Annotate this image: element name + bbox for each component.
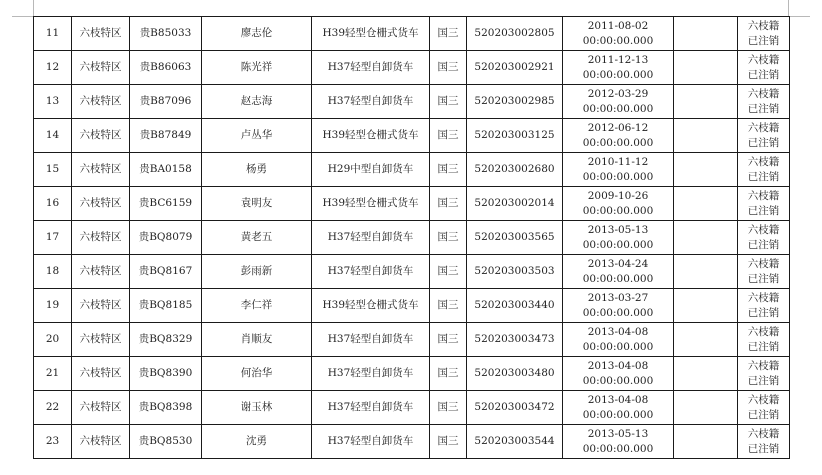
table-row (34, 425, 790, 459)
cell-remark (674, 51, 738, 85)
registration-date: 2012-03-29 (587, 87, 649, 100)
cell-no: 14 (34, 119, 72, 153)
table-row (34, 289, 790, 323)
cell-owner: 黄老五 (202, 221, 312, 255)
cell-emission-standard: 国三 (430, 17, 467, 51)
registration-date: 2013-05-13 (587, 223, 649, 236)
cell-vin: 520203003440 (467, 289, 563, 323)
cell-district: 六枝特区 (72, 221, 130, 255)
registration-date: 2011-12-13 (587, 53, 649, 66)
status-origin: 六枝籍 (747, 87, 780, 100)
table-row (34, 187, 790, 221)
status-origin: 六枝籍 (747, 19, 780, 32)
table-row (34, 357, 790, 391)
cell-registration-time (563, 357, 674, 391)
cell-emission-standard: 国三 (430, 289, 467, 323)
cell-no: 22 (34, 391, 72, 425)
cell-status (738, 17, 790, 51)
status-state: 已注销 (747, 340, 780, 353)
cell-status (738, 51, 790, 85)
status-state: 已注销 (747, 272, 780, 285)
cell-district: 六枝特区 (72, 119, 130, 153)
cell-no: 17 (34, 221, 72, 255)
cell-owner: 陈光祥 (202, 51, 312, 85)
cell-registration-time (563, 289, 674, 323)
cell-status (738, 357, 790, 391)
cell-registration-time (563, 17, 674, 51)
status-origin: 六枝籍 (747, 53, 780, 66)
cell-owner: 廖志伦 (202, 17, 312, 51)
cell-owner: 肖顺友 (202, 323, 312, 357)
cell-plate: 贵B85033 (130, 17, 202, 51)
cell-registration-time (563, 221, 674, 255)
table-row (34, 255, 790, 289)
cell-status (738, 153, 790, 187)
registration-clock: 00:00:00.000 (582, 238, 654, 251)
table-row (34, 391, 790, 425)
registration-clock: 00:00:00.000 (582, 136, 654, 149)
registration-clock: 00:00:00.000 (582, 442, 654, 455)
crop-mark-top-left (12, 0, 34, 17)
cell-remark (674, 119, 738, 153)
cell-district: 六枝特区 (72, 255, 130, 289)
cell-registration-time (563, 425, 674, 459)
cell-status (738, 255, 790, 289)
cell-no: 15 (34, 153, 72, 187)
cell-no: 21 (34, 357, 72, 391)
cell-model: H39轻型仓栅式货车 (312, 17, 430, 51)
cell-plate: 贵BA0158 (130, 153, 202, 187)
cell-emission-standard: 国三 (430, 425, 467, 459)
cell-status (738, 289, 790, 323)
status-state: 已注销 (747, 170, 780, 183)
registration-clock: 00:00:00.000 (582, 272, 654, 285)
registration-date: 2011-08-02 (587, 19, 649, 32)
cell-plate: 贵B87096 (130, 85, 202, 119)
cell-model: H37轻型自卸货车 (312, 391, 430, 425)
cell-district: 六枝特区 (72, 85, 130, 119)
status-origin: 六枝籍 (747, 393, 780, 406)
cell-emission-standard: 国三 (430, 187, 467, 221)
cell-vin: 520203002805 (467, 17, 563, 51)
cell-status (738, 391, 790, 425)
cell-district: 六枝特区 (72, 289, 130, 323)
cell-model: H39轻型仓栅式货车 (312, 119, 430, 153)
status-state: 已注销 (747, 374, 780, 387)
status-origin: 六枝籍 (747, 121, 780, 134)
cell-remark (674, 289, 738, 323)
cell-plate: 贵BQ8185 (130, 289, 202, 323)
cell-emission-standard: 国三 (430, 85, 467, 119)
registration-clock: 00:00:00.000 (582, 170, 654, 183)
registration-date: 2010-11-12 (587, 155, 649, 168)
cell-district: 六枝特区 (72, 187, 130, 221)
cell-owner: 卢丛华 (202, 119, 312, 153)
cell-remark (674, 357, 738, 391)
cell-no: 19 (34, 289, 72, 323)
cell-model: H37轻型自卸货车 (312, 357, 430, 391)
cell-owner: 沈勇 (202, 425, 312, 459)
cell-model: H37轻型自卸货车 (312, 255, 430, 289)
registration-clock: 00:00:00.000 (582, 374, 654, 387)
cell-no: 12 (34, 51, 72, 85)
cell-vin: 520203003565 (467, 221, 563, 255)
table-row (34, 221, 790, 255)
cell-remark (674, 255, 738, 289)
cell-vin: 520203002680 (467, 153, 563, 187)
vehicle-records-table (33, 16, 790, 459)
cell-plate: 贵BC6159 (130, 187, 202, 221)
registration-date: 2009-10-26 (587, 189, 649, 202)
cell-emission-standard: 国三 (430, 391, 467, 425)
status-origin: 六枝籍 (747, 427, 780, 440)
status-state: 已注销 (747, 34, 780, 47)
status-origin: 六枝籍 (747, 155, 780, 168)
cell-vin: 520203003544 (467, 425, 563, 459)
cell-owner: 李仁祥 (202, 289, 312, 323)
cell-emission-standard: 国三 (430, 357, 467, 391)
cell-registration-time (563, 323, 674, 357)
registration-clock: 00:00:00.000 (582, 306, 654, 319)
cell-remark (674, 323, 738, 357)
cell-model: H29中型自卸货车 (312, 153, 430, 187)
cell-status (738, 187, 790, 221)
cell-owner: 彭雨新 (202, 255, 312, 289)
cell-remark (674, 85, 738, 119)
cell-status (738, 221, 790, 255)
cell-vin: 520203003503 (467, 255, 563, 289)
cell-no: 16 (34, 187, 72, 221)
cell-registration-time (563, 255, 674, 289)
registration-clock: 00:00:00.000 (582, 204, 654, 217)
status-state: 已注销 (747, 204, 780, 217)
cell-plate: 贵BQ8530 (130, 425, 202, 459)
cell-emission-standard: 国三 (430, 51, 467, 85)
cell-registration-time (563, 391, 674, 425)
table-row (34, 51, 790, 85)
cell-district: 六枝特区 (72, 323, 130, 357)
status-state: 已注销 (747, 238, 780, 251)
status-origin: 六枝籍 (747, 189, 780, 202)
cell-model: H37轻型自卸货车 (312, 425, 430, 459)
cell-vin: 520203002921 (467, 51, 563, 85)
status-origin: 六枝籍 (747, 223, 780, 236)
cell-district: 六枝特区 (72, 357, 130, 391)
cell-vin: 520203003125 (467, 119, 563, 153)
cell-remark (674, 153, 738, 187)
registration-date: 2013-04-08 (587, 325, 649, 338)
cell-registration-time (563, 51, 674, 85)
cell-remark (674, 221, 738, 255)
cell-remark (674, 391, 738, 425)
cell-status (738, 323, 790, 357)
registration-date: 2013-04-08 (587, 359, 649, 372)
registration-date: 2013-04-24 (587, 257, 649, 270)
table-row (34, 17, 790, 51)
cell-status (738, 85, 790, 119)
cell-vin: 520203003480 (467, 357, 563, 391)
cell-model: H37轻型自卸货车 (312, 323, 430, 357)
cell-plate: 贵BQ8079 (130, 221, 202, 255)
crop-mark-top-right (788, 0, 810, 17)
cell-remark (674, 425, 738, 459)
registration-date: 2013-04-08 (587, 393, 649, 406)
cell-registration-time (563, 119, 674, 153)
cell-plate: 贵BQ8329 (130, 323, 202, 357)
status-state: 已注销 (747, 102, 780, 115)
cell-emission-standard: 国三 (430, 119, 467, 153)
cell-status (738, 119, 790, 153)
status-origin: 六枝籍 (747, 291, 780, 304)
cell-emission-standard: 国三 (430, 221, 467, 255)
status-state: 已注销 (747, 408, 780, 421)
cell-registration-time (563, 153, 674, 187)
cell-no: 20 (34, 323, 72, 357)
cell-no: 18 (34, 255, 72, 289)
cell-plate: 贵B86063 (130, 51, 202, 85)
cell-model: H37轻型自卸货车 (312, 51, 430, 85)
cell-remark (674, 187, 738, 221)
cell-emission-standard: 国三 (430, 255, 467, 289)
cell-district: 六枝特区 (72, 425, 130, 459)
registration-date: 2012-06-12 (587, 121, 649, 134)
cell-owner: 谢玉林 (202, 391, 312, 425)
table-body (34, 17, 790, 459)
cell-model: H37轻型自卸货车 (312, 221, 430, 255)
status-state: 已注销 (747, 136, 780, 149)
table-row (34, 323, 790, 357)
cell-district: 六枝特区 (72, 153, 130, 187)
cell-no: 23 (34, 425, 72, 459)
cell-plate: 贵BQ8390 (130, 357, 202, 391)
cell-vin: 520203003472 (467, 391, 563, 425)
cell-plate: 贵BQ8167 (130, 255, 202, 289)
status-state: 已注销 (747, 442, 780, 455)
cell-plate: 贵BQ8398 (130, 391, 202, 425)
registration-clock: 00:00:00.000 (582, 68, 654, 81)
table-row (34, 119, 790, 153)
status-origin: 六枝籍 (747, 359, 780, 372)
registration-clock: 00:00:00.000 (582, 408, 654, 421)
cell-district: 六枝特区 (72, 17, 130, 51)
cell-no: 13 (34, 85, 72, 119)
table-row (34, 153, 790, 187)
cell-district: 六枝特区 (72, 391, 130, 425)
cell-model: H37轻型自卸货车 (312, 85, 430, 119)
cell-registration-time (563, 85, 674, 119)
cell-registration-time (563, 187, 674, 221)
registration-date: 2013-03-27 (587, 291, 649, 304)
registration-clock: 00:00:00.000 (582, 340, 654, 353)
cell-emission-standard: 国三 (430, 153, 467, 187)
cell-no: 11 (34, 17, 72, 51)
cell-owner: 杨勇 (202, 153, 312, 187)
cell-status (738, 425, 790, 459)
status-state: 已注销 (747, 306, 780, 319)
cell-owner: 何治华 (202, 357, 312, 391)
registration-date: 2013-05-13 (587, 427, 649, 440)
cell-model: H39轻型仓栅式货车 (312, 187, 430, 221)
cell-remark (674, 17, 738, 51)
status-state: 已注销 (747, 68, 780, 81)
cell-emission-standard: 国三 (430, 323, 467, 357)
cell-owner: 袁明友 (202, 187, 312, 221)
cell-owner: 赵志海 (202, 85, 312, 119)
registration-clock: 00:00:00.000 (582, 102, 654, 115)
cell-district: 六枝特区 (72, 51, 130, 85)
cell-vin: 520203002985 (467, 85, 563, 119)
status-origin: 六枝籍 (747, 325, 780, 338)
table-row (34, 85, 790, 119)
cell-model: H39轻型仓栅式货车 (312, 289, 430, 323)
cell-vin: 520203003473 (467, 323, 563, 357)
cell-plate: 贵B87849 (130, 119, 202, 153)
cell-vin: 520203002014 (467, 187, 563, 221)
status-origin: 六枝籍 (747, 257, 780, 270)
registration-clock: 00:00:00.000 (582, 34, 654, 47)
